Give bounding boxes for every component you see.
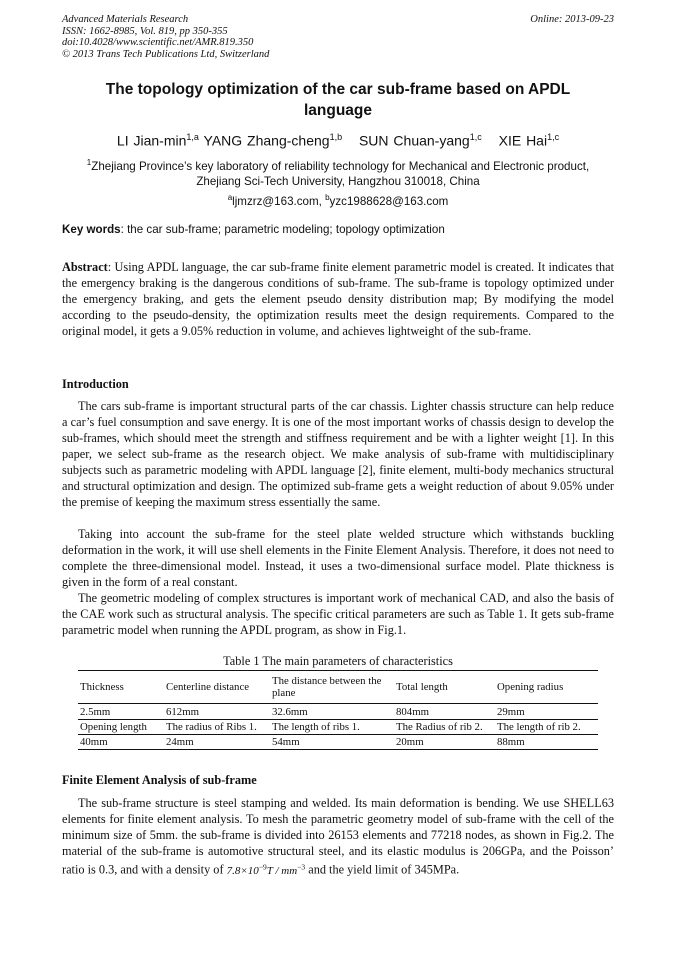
table-cell: 2.5mm xyxy=(78,704,164,720)
table-cell: 32.6mm xyxy=(270,704,394,720)
introduction-paragraph-1: The cars sub-frame is important structural parts of the car chassis. Lighter chassis structure can help reduce a car’s fuel consumption and save energy. It is one of the most important works of chassis design to develop the sub-frames, which should meet the strength and stiffness requirement and be with a lighter weight [1]. In this paper, we select sub-frame as the research object. We make analysis of sub-frame with multidisciplinary subjects such as parametric modeling with APDL language [2], finite element, multi-body mechanics structural and structural optimization and design. The optimized sub-frame gets a weight reduction of about 9.05% under the premise of keeping the maximum stress essentially the same. xyxy=(62,399,614,509)
table-cell: Total length xyxy=(394,671,495,704)
introduction-paragraph-3: The geometric modeling of complex structures is important work of mechanical CAD, and also the basis of the CAE work such as structural analysis. The specific critical parameters are such as Table 1. It gets sub-frame parametric model when running the APDL program, as show in Fig.1. xyxy=(62,591,614,637)
title-line-2: language xyxy=(303,102,373,119)
fea-text: The sub-frame structure is steel stamping and welded. Its main deformation is bending. We use SHELL63 elements for finite element analysis. To mesh the parametric geometry model of sub-frame with the cell of the minimum size of 5mm. the sub-frame is divided into 26153 elements and 77218 nodes, as shown in Fig.2. The material of the sub-frame is automotive structural steel, and its elastic modulus is 206GPa, and the Poisson’ ratio is 0.3, and with a density of xyxy=(62,796,614,877)
table-row xyxy=(78,671,598,704)
email-b-sup: b xyxy=(325,192,330,202)
table-cell: Centerline distance xyxy=(164,671,270,704)
table-cell: The length of rib 2. xyxy=(495,720,598,735)
abstract xyxy=(62,260,614,340)
density-formula xyxy=(226,862,306,877)
table-row xyxy=(78,720,598,735)
fea-paragraph-1 xyxy=(62,795,614,879)
copyright: © 2013 Trans Tech Publications Ltd, Switzerland xyxy=(62,48,270,60)
table-caption: Table 1 The main parameters of characteristics xyxy=(223,654,453,668)
paper-title xyxy=(62,79,614,121)
table-cell: The Radius of rib 2. xyxy=(394,720,495,735)
table-cell: 612mm xyxy=(164,704,270,720)
introduction-paragraph-2: Taking into account the sub-frame for the steel plate welded structure which withstands buckling deformation in the work, it will use shell elements in the Finite Element Analysis. Therefore, it does not need to complete the three-dimensional model. Instead, it uses a two-dimensional surface model. Plate thickness is given in the form of a real constant. xyxy=(62,527,614,589)
formula-unit: T / mm xyxy=(266,864,298,877)
formula-exponent-1: −9 xyxy=(258,862,267,871)
affiliation-line-2: Zhejiang Sci-Tech University, Hangzhou 310018, China xyxy=(196,175,480,189)
email-a-sup: a xyxy=(227,192,233,202)
formula-exponent-2: −3 xyxy=(297,862,306,871)
fea-heading: Finite Element Analysis of sub-frame xyxy=(62,773,257,787)
email-line xyxy=(62,190,614,209)
table-cell: The distance between the plane xyxy=(270,671,394,704)
table-cell: 29mm xyxy=(495,704,598,720)
table-cell: Opening length xyxy=(78,720,164,735)
abstract-text: : Using APDL language, the car sub-frame finite element parametric model is created. It indicates that the emergency braking is the dangerous conditions of sub-frame. The sub-frame is topology optimized under the emergency braking, and gets the element pseudo density distribution map; By modifying the model according to the pseudo-density, the optimization results meet the design requirements. Compared to the original model, it gets a 9.05% reduction in volume, and achieves lightweight of the sub-frame. xyxy=(62,260,614,338)
affiliation-sup: 1 xyxy=(86,158,92,167)
keywords-text: : the car sub-frame; parametric modeling; topology optimization xyxy=(120,223,445,236)
author-sup: 1,c xyxy=(547,132,560,142)
author-sup: 1,c xyxy=(469,132,482,142)
issn: ISSN: 1662-8985, Vol. 819, pp 350-355 xyxy=(62,25,228,37)
fea-text-end: and the yield limit of 345MPa. xyxy=(305,862,460,877)
introduction-heading: Introduction xyxy=(62,377,129,391)
table-cell: Thickness xyxy=(78,671,164,704)
author-name: YANG Zhang-cheng xyxy=(203,132,330,149)
abstract-label: Abstract xyxy=(62,260,108,274)
table-cell: 54mm xyxy=(270,735,394,750)
table-cell: 88mm xyxy=(495,735,598,750)
email-a: ljmzrz@163.com, xyxy=(232,194,326,208)
doi: doi:10.4028/www.scientific.net/AMR.819.350 xyxy=(62,37,254,48)
title-line-1: The topology optimization of the car sub-frame based on APDL xyxy=(105,81,571,98)
keywords-label: Key words xyxy=(62,223,121,236)
table-row xyxy=(78,704,598,720)
table-cell: 24mm xyxy=(164,735,270,750)
online-date: Online: 2013-09-23 xyxy=(530,14,614,25)
email-b: yzc1988628@163.com xyxy=(329,194,449,208)
author-name: LI Jian-min xyxy=(116,132,187,149)
table-cell: The radius of Ribs 1. xyxy=(164,720,270,735)
parameters-table xyxy=(78,670,598,750)
affiliation xyxy=(62,155,614,209)
affiliation-line-1: Zhejiang Province’s key laboratory of reliability technology for Mechanical and Electronic product, xyxy=(91,159,590,173)
table-row xyxy=(78,735,598,750)
author-name: XIE Hai xyxy=(498,132,548,149)
author-sup: 1,a xyxy=(186,132,199,142)
author-sup: 1,b xyxy=(329,132,343,142)
table-cell: 40mm xyxy=(78,735,164,750)
author-list xyxy=(62,128,614,150)
journal-name: Advanced Materials Research xyxy=(62,14,189,25)
table-cell: Opening radius xyxy=(495,671,598,704)
author-name: SUN Chuan-yang xyxy=(358,132,470,149)
table-cell: The length of ribs 1. xyxy=(270,720,394,735)
formula-base: 7.8×10 xyxy=(226,864,259,877)
keywords xyxy=(62,222,614,237)
table-cell: 20mm xyxy=(394,735,495,750)
journal-header xyxy=(62,14,614,60)
table-cell: 804mm xyxy=(394,704,495,720)
